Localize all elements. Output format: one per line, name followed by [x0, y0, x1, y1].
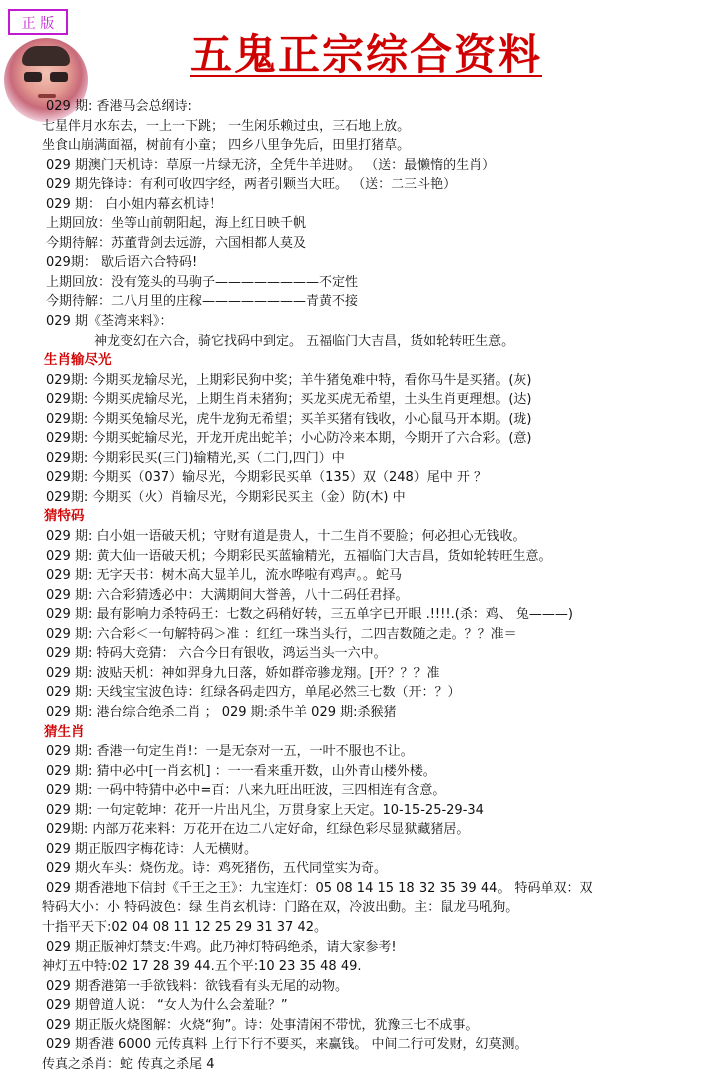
text-line: 上期回放：坐等山前朝阳起，海上红日映千帆: [46, 216, 307, 232]
section-heading: 生肖输尽光: [44, 352, 112, 369]
text-line: 029期: 今期买蛇输尽光，开龙开虎出蛇羊；小心防冷来本期，今期开了六合彩。(意): [46, 431, 532, 447]
text-line: 029 期: 六合彩猜透必中：大满期间大誉善，八十二码任君择。: [46, 587, 409, 603]
page-title: 五鬼正宗综合资料: [190, 30, 543, 79]
text-line: 029 期: 天线宝宝波色诗：红绿各码走四方，单尾必然三七数（开：？）: [46, 685, 461, 701]
text-line: 029 期香港第一手欲钱料：欲钱看有头无尾的动物。: [46, 978, 348, 994]
text-line: 029 期: 黄大仙一语破天机；今期彩民买蓝输精光，五福临门大吉昌，货如轮转旺生意。: [46, 548, 552, 564]
text-line: 029 期澳门天机诗：草原一片绿无济，全凭牛羊进财。 （送：最懒惰的生肖）: [46, 157, 496, 173]
text-line: 029 期: 六合彩＜一句解特码＞准 ：红红一珠当头行，二四吉数随之走。？？准＝: [46, 626, 517, 642]
document-body: [42, 97, 722, 1074]
text-line: 029期: 今期买虎输尽光，上期生肖未猪狗；买龙买虎无希望，土头生肖更理想。(达): [46, 392, 532, 408]
text-line: 029 期: 特码大竞猜： 六合今日有银收，鸿运当头一六中。: [46, 646, 387, 662]
text-line: 029 期正版四字梅花诗：人无横财。: [46, 841, 257, 857]
text-line: 029 期: 白小姐一语破天机；守财有道是贵人，十二生肖不要脸；何必担心无钱收。: [46, 529, 526, 545]
text-line: 七星伴月水东去，一上一下跳； 一生闲乐赖过虫，三石地上放。: [42, 118, 411, 134]
section-heading: 猜特码: [44, 508, 85, 525]
text-line: 神龙变幻在六合，骑它找码中到定。 五福临门大吉昌，货如轮转旺生意。: [94, 333, 515, 349]
text-line: 特码大小：小 特码波色：绿 生肖玄机诗：门路在双，冷波出動。主：鼠龙马吼狗。: [42, 900, 519, 916]
text-line: 029 期: 一句定乾坤：花开一片出凡尘，万贯身家上天定。10-15-25-29-34: [46, 802, 484, 818]
text-line: 029 期: 无字天书：树木高大显羊儿，流水哗啦有鸡声。。蛇马: [46, 568, 402, 584]
text-line: 029 期: 港台综合绝杀二肖 ； 029 期:杀牛羊 029 期:杀猴猪: [46, 704, 397, 720]
text-line: 029 期火车头：烧伤龙。诗：鸡死猪伤，五代同堂实为奇。: [46, 861, 387, 877]
text-line: 029 期： 白小姐内幕玄机诗！: [46, 196, 223, 212]
text-line: 029 期: 一码中特猜中必中=百：八来九旺出旺波，三四相连有含意。: [46, 783, 446, 799]
text-line: 029 期香港地下信封《千王之王》：九宝连灯：05 08 14 15 18 32 35 39 44。 特码单双：双: [46, 880, 593, 896]
avatar-glasses: [24, 72, 68, 82]
text-line: 029 期正版神灯禁支:牛鸡。此乃神灯特码绝杀，请大家参考!: [46, 939, 397, 955]
text-line: 029 期曾道人说： “女人为什么会羞耻？”: [46, 998, 288, 1014]
text-line: 传真之杀肖：蛇 传真之杀尾 4: [42, 1056, 215, 1072]
text-line: 029期: 今期彩民买(三门)输精光,买（二门,四门）中: [46, 450, 345, 466]
text-line: 029 期香港 6000 元传真料 上行下行不要买，来赢钱。 中间二行可发财，幻莫测。: [46, 1037, 528, 1053]
text-line: 029 期: 香港一句定生肖!：一是无奈对一五，一叶不服也不让。: [46, 744, 414, 760]
text-line: 029 期: 香港马会总纲诗:: [46, 99, 192, 114]
text-line: 029期: 今期买（037）输尽光，今期彩民买单（135）双（248）尾中 开 ？: [46, 470, 488, 486]
text-line: 029期: 今期买（火）肖输尽光，今期彩民买主（金）防(木) 中: [46, 489, 406, 505]
text-line: 029 期正版火烧图解：火烧“狗”。诗：处事清闲不带忧，犹豫三七不成事。: [46, 1017, 479, 1033]
text-line: 029 期: 波贴天机：神如羿身九日落，娇如群帝骖龙翔。[开？？？准: [46, 665, 440, 681]
text-line: 029期: 今期买龙输尽光，上期彩民狗中奖；羊牛猪兔难中特，看你马牛是买猪。(灰): [46, 372, 532, 388]
text-line: 029 期先锋诗：有利可收四字经，两者引颗当大旺。 （送：二三斗艳）: [46, 177, 457, 193]
text-line: 今期待解：二八月里的庄稼————————青黄不接: [46, 294, 359, 310]
text-line: 029 期: 最有影响力杀特码王：七数之码稍好转，三五单字已开眼 .!!!!.(杀：鸡、 兔———): [46, 607, 573, 623]
text-line: 029期: 今期买兔输尽光，虎牛龙狗无希望；买羊买猪有钱收，小心鼠马开本期。(珑): [46, 411, 532, 427]
text-line: 上期回放：没有笼头的马驹子————————不定性: [46, 274, 359, 290]
text-line: 029期： 歇后语六合特码!: [46, 255, 198, 271]
text-line: 十指平天下:02 04 08 11 12 25 29 31 37 42。: [42, 919, 327, 935]
text-line: 今期待解：苏董背剑去远游，六国相都人莫及: [46, 235, 307, 251]
avatar-hair: [22, 46, 70, 66]
text-line: 神灯五中特:02 17 28 39 44.五个平:10 23 35 48 49.: [42, 959, 362, 975]
section-heading: 猜生肖: [44, 723, 85, 740]
text-line: 029 期《荃湾来料》：: [46, 314, 173, 330]
authentic-badge: 正 版: [8, 9, 68, 35]
text-line: 029期: 内部万花来料：万花开在边二八定好命，红绿色彩尽显狱藏猪居。: [46, 822, 470, 838]
text-line: 029 期: 猜中必中[一肖玄机] ：一一看来重开数，山外青山楼外楼。: [46, 763, 436, 779]
text-line: 坐食山崩满面福，树前有小童； 四乡八里争先后，田里打猪草。: [42, 138, 411, 154]
